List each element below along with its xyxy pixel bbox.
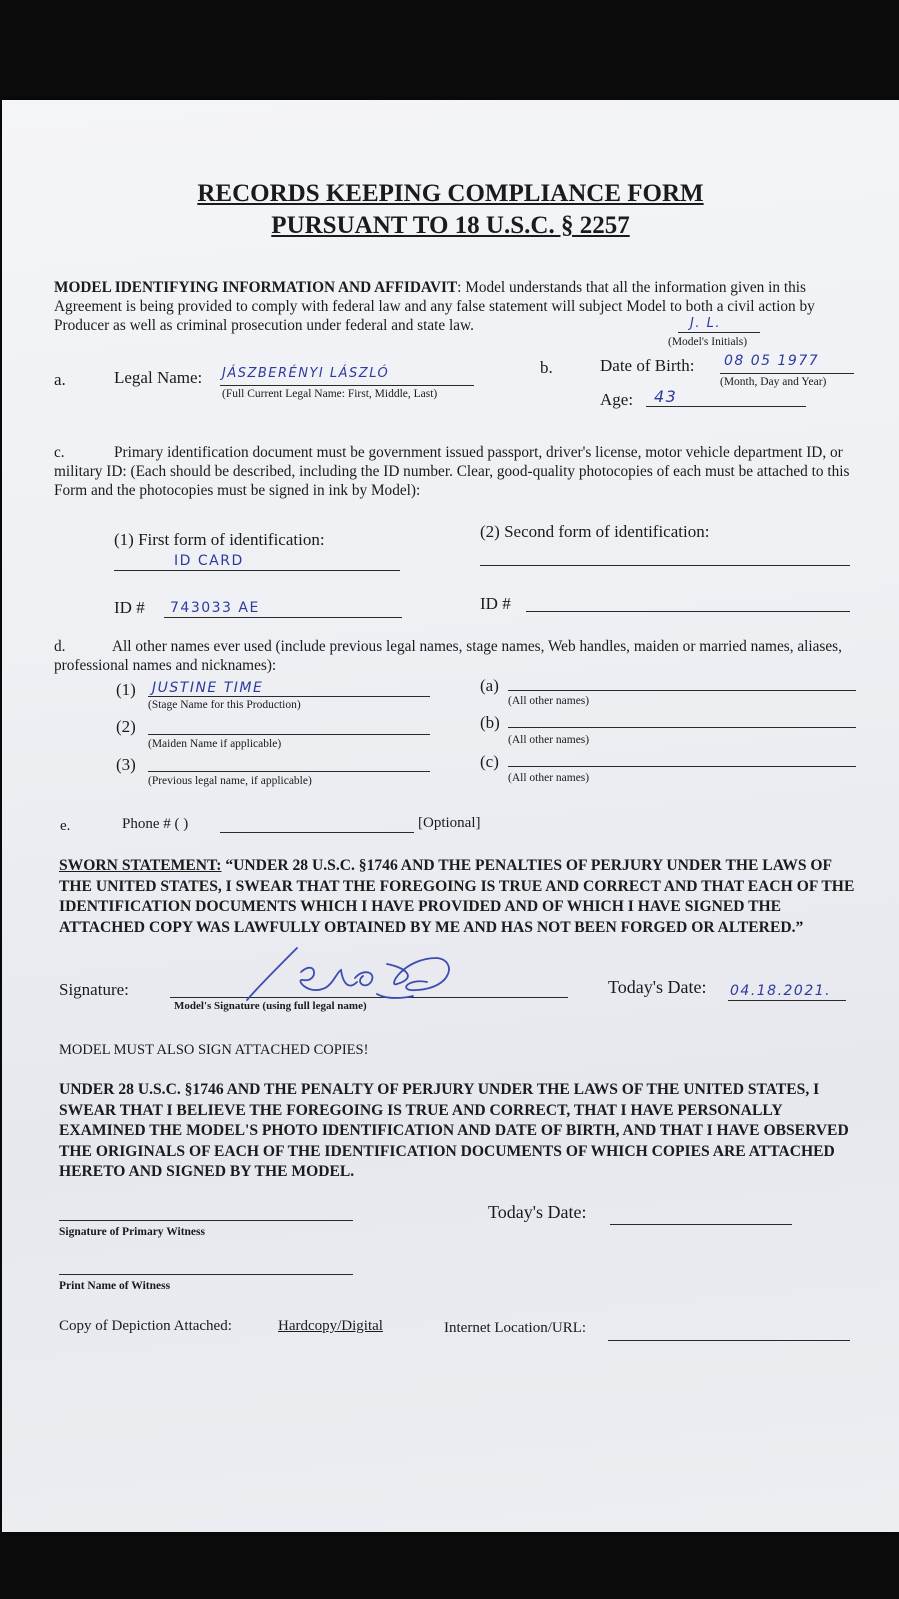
legal-name-value: JÁSZBERÉNYI LÁSZLÓ bbox=[222, 366, 390, 381]
name-2-line bbox=[148, 734, 430, 735]
id1-label: ID # bbox=[114, 598, 145, 617]
name-a-line bbox=[508, 690, 856, 691]
intro-paragraph bbox=[54, 278, 844, 335]
phone-optional: [Optional] bbox=[418, 815, 481, 831]
item-c-text: Primary identification document must be government issued passport, driver's license, motor vehicle department ID, or military ID: (Each should be described, including the ID number. Clear, good-quality photocopies of each must be attached to this Form and the photocopies must be signed in ink by Model): bbox=[54, 444, 850, 499]
second-id-line bbox=[480, 565, 850, 566]
name-b-letter: (b) bbox=[480, 713, 500, 732]
name-2-caption: (Maiden Name if applicable) bbox=[148, 738, 282, 750]
name-3-caption: (Previous legal name, if applicable) bbox=[148, 775, 312, 787]
item-d-text: All other names ever used (include previous legal names, stage names, Web handles, maiden or married names, aliases, professional names and nicknames): bbox=[54, 638, 842, 674]
url-label: Internet Location/URL: bbox=[444, 1320, 587, 1336]
name-b-caption: (All other names) bbox=[508, 734, 590, 746]
name-2-number: (2) bbox=[116, 717, 136, 736]
legal-name-caption: (Full Current Legal Name: First, Middle, Last) bbox=[222, 388, 438, 400]
id1-value: 743033 AE bbox=[170, 600, 260, 616]
name-3-number: (3) bbox=[116, 755, 136, 774]
item-c-marker: c. bbox=[54, 444, 65, 461]
name-c-line bbox=[508, 766, 856, 767]
sworn-heading: SWORN STATEMENT: bbox=[59, 857, 222, 874]
legal-name-line bbox=[220, 385, 474, 386]
dob-caption: (Month, Day and Year) bbox=[720, 376, 827, 388]
signature-label: Signature: bbox=[59, 980, 129, 999]
name-1-number: (1) bbox=[116, 680, 136, 699]
witness-name-line bbox=[59, 1274, 353, 1275]
id2-line bbox=[526, 611, 850, 612]
legal-name-label: Legal Name: bbox=[114, 368, 203, 387]
dob-value: 08 05 1977 bbox=[724, 353, 820, 369]
name-1-value: JUSTINE TIME bbox=[152, 680, 264, 696]
signature-caption: Model's Signature (using full legal name) bbox=[174, 1000, 367, 1012]
phone-label: Phone # ( ) bbox=[122, 816, 189, 832]
witness-name-caption: Print Name of Witness bbox=[59, 1280, 171, 1292]
item-e-marker: e. bbox=[60, 818, 71, 834]
first-id-value: ID CARD bbox=[174, 553, 244, 569]
today-date-line bbox=[728, 1000, 846, 1001]
name-3-line bbox=[148, 771, 430, 772]
first-id-line bbox=[114, 570, 400, 571]
name-a-caption: (All other names) bbox=[508, 695, 590, 707]
item-a-marker: a. bbox=[54, 370, 66, 389]
phone-line bbox=[220, 832, 414, 833]
form-title-line2: PURSUANT TO 18 U.S.C. § 2257 bbox=[271, 212, 630, 239]
witness-signature-caption: Signature of Primary Witness bbox=[59, 1226, 205, 1238]
today-date-value: 04.18.2021. bbox=[730, 983, 832, 999]
form-title-line1: RECORDS KEEPING COMPLIANCE FORM bbox=[197, 180, 704, 207]
must-sign-note: MODEL MUST ALSO SIGN ATTACHED COPIES! bbox=[59, 1042, 369, 1058]
first-id-label: (1) First form of identification: bbox=[114, 530, 325, 549]
age-value: 43 bbox=[654, 387, 678, 406]
sworn-statement bbox=[59, 856, 861, 938]
name-1-caption: (Stage Name for this Production) bbox=[148, 699, 301, 711]
second-id-label: (2) Second form of identification: bbox=[480, 522, 710, 541]
copy-label: Copy of Depiction Attached: bbox=[59, 1318, 232, 1334]
item-d-marker: d. bbox=[54, 638, 66, 655]
id1-line bbox=[164, 617, 402, 618]
name-b-line bbox=[508, 727, 856, 728]
initials-value: J. L. bbox=[690, 316, 721, 331]
initials-caption: (Model's Initials) bbox=[668, 336, 748, 348]
witness-date-label: Today's Date: bbox=[488, 1202, 587, 1222]
intro-text: : Model understands that all the information given in this Agreement is being provided to comply with federal law and any false statement will subject Model to both a civil action by Producer as well as criminal prosecution under federal and state law. bbox=[54, 279, 815, 334]
name-c-caption: (All other names) bbox=[508, 772, 590, 784]
age-label: Age: bbox=[600, 390, 634, 409]
witness-signature-line bbox=[59, 1220, 353, 1221]
initials-line bbox=[678, 332, 760, 333]
copy-value: Hardcopy/Digital bbox=[278, 1318, 383, 1334]
age-line bbox=[646, 406, 806, 407]
name-c-letter: (c) bbox=[480, 752, 499, 771]
dob-line bbox=[720, 373, 854, 374]
name-1-line bbox=[148, 696, 430, 697]
sworn-text: “UNDER 28 U.S.C. §1746 AND THE PENALTIES OF PERJURY UNDER THE LAWS OF THE UNITED STATES, I SWEAR THAT THE FOREGOING IS TRUE AND CORRECT AND THAT EACH OF THE IDENTIFICATION DOCUMENTS WHICH I HAVE PROVIDED AND OF WHICH I HAVE SIGNED THE ATTACHED COPY WAS LAWFULLY OBTAINED BY ME AND HAS NOT BEEN FORGED OR ALTERED.” bbox=[59, 857, 855, 936]
intro-heading: MODEL IDENTIFYING INFORMATION AND AFFIDAVIT bbox=[54, 279, 458, 296]
dob-label: Date of Birth: bbox=[600, 356, 695, 375]
today-date-label: Today's Date: bbox=[608, 977, 707, 997]
name-a-letter: (a) bbox=[480, 676, 499, 695]
form-page bbox=[2, 100, 899, 1532]
url-line bbox=[608, 1340, 850, 1341]
id2-label: ID # bbox=[480, 594, 511, 613]
witness-statement: UNDER 28 U.S.C. §1746 AND THE PENALTY OF PERJURY UNDER THE LAWS OF THE UNITED STATES, I SWEAR THAT I BELIEVE THE FOREGOING IS TRUE AND CORRECT, THAT I HAVE PERSONALLY EXAMINED THE MODEL'S PHOTO IDENTIFICATION AND DATE OF BIRTH, AND THAT I HAVE OBSERVED THE ORIGINALS OF EACH OF THE IDENTIFICATION DOCUMENTS OF WHICH COPIES ARE ATTACHED HERETO AND SIGNED BY THE MODEL. bbox=[59, 1081, 849, 1180]
witness-date-line bbox=[610, 1224, 792, 1225]
item-b-marker: b. bbox=[540, 358, 553, 377]
